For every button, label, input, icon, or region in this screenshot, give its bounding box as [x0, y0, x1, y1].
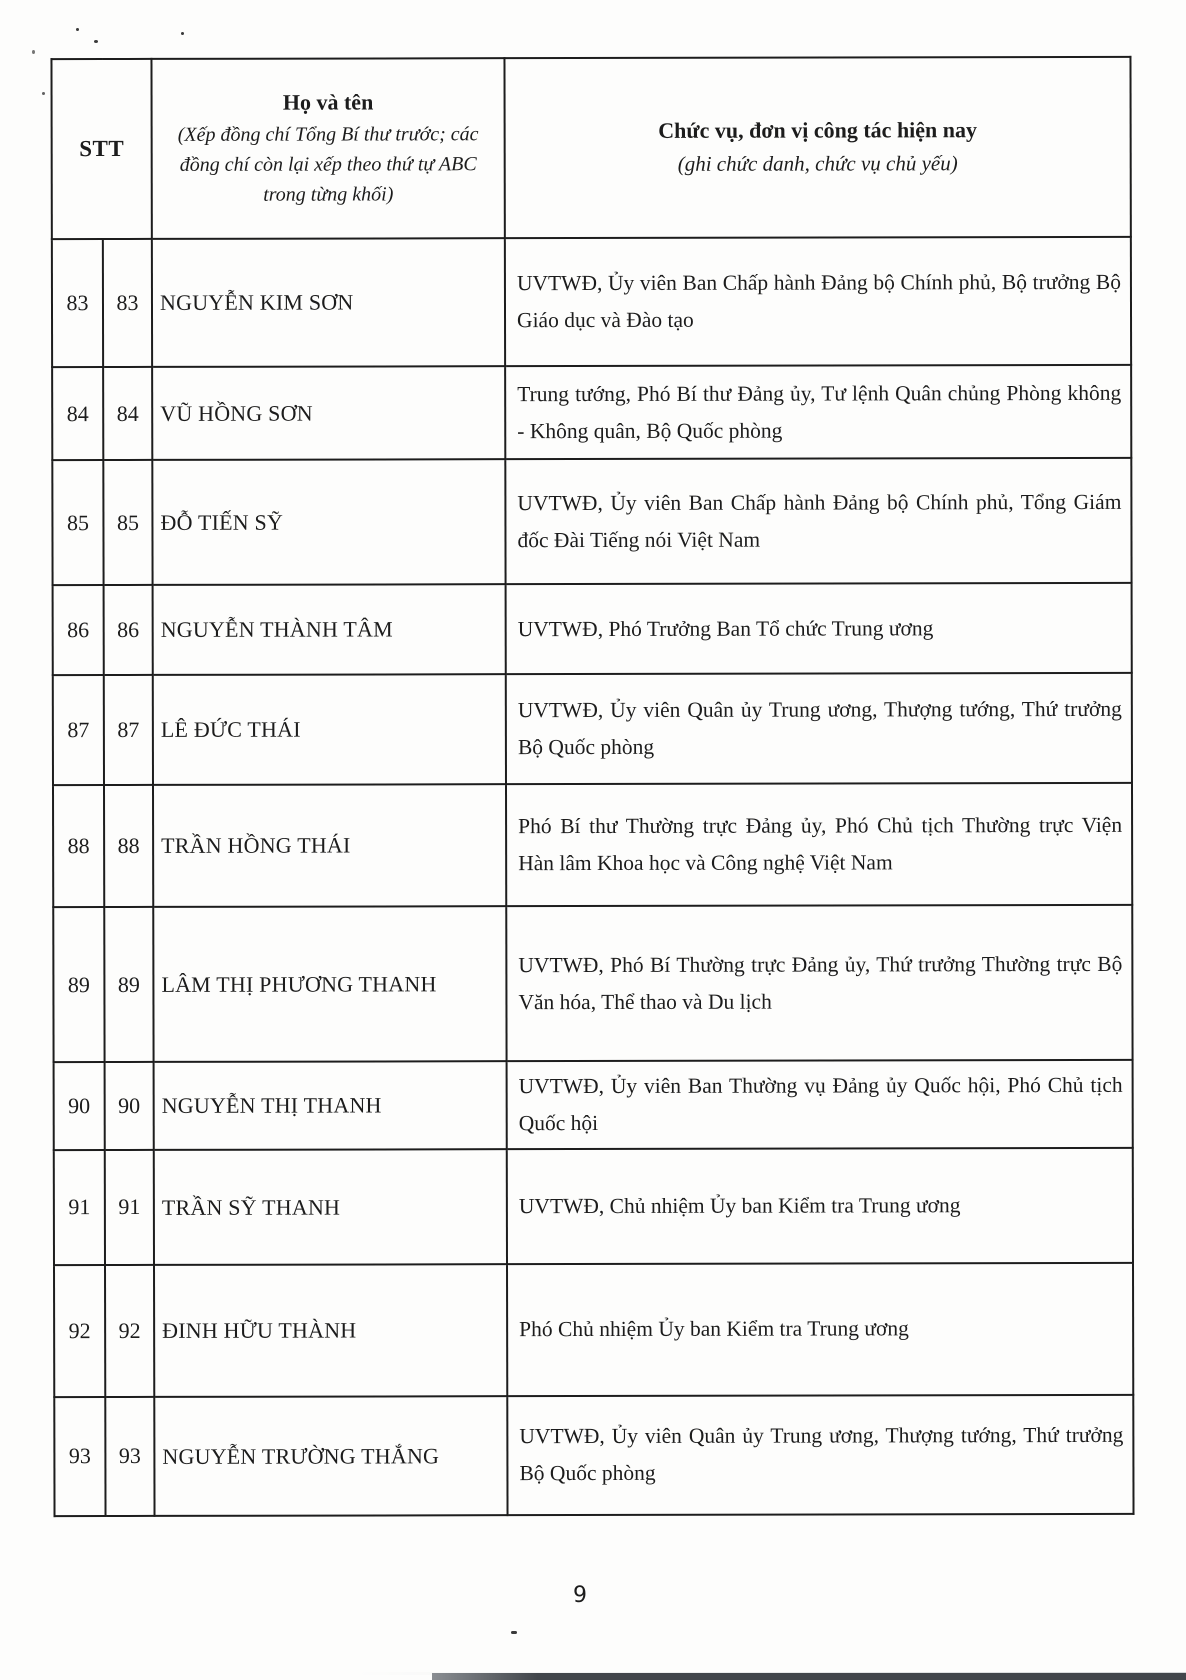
name-cell: NGUYỄN THỊ THANH [154, 1061, 507, 1150]
name-cell: ĐỖ TIẾN SỸ [152, 459, 505, 585]
table-row [53, 783, 1132, 907]
name-cell: NGUYỄN KIM SƠN [152, 238, 505, 367]
table-body [52, 237, 1134, 1516]
personnel-table [50, 56, 1134, 1517]
stt-header-label: STT [79, 135, 125, 162]
position-header-cell [504, 57, 1130, 238]
stt2-cell: 84 [103, 367, 152, 460]
stt2-cell: 92 [105, 1265, 154, 1397]
position-cell: UVTWĐ, Ủy viên Ban Chấp hành Đảng bộ Chính phủ, Tổng Giám đốc Đài Tiếng nói Việt Nam [505, 458, 1131, 584]
stt2-cell: 87 [104, 675, 153, 785]
stt-cell: 90 [54, 1062, 105, 1150]
scan-speck [511, 1631, 517, 1634]
stt-header-cell [51, 59, 151, 239]
scan-speck [94, 40, 98, 43]
stt-cell: 84 [52, 367, 103, 460]
scan-speck [76, 28, 79, 31]
table-row [54, 1395, 1133, 1516]
name-cell: TRẦN HỒNG THÁI [153, 784, 506, 907]
stt2-cell: 85 [103, 460, 152, 585]
stt2-cell: 88 [104, 785, 153, 907]
name-cell: LÊ ĐỨC THÁI [153, 674, 506, 785]
stt-cell: 91 [54, 1150, 105, 1265]
position-cell: Trung tướng, Phó Bí thư Đảng ủy, Tư lệnh Quân chủng Phòng không - Không quân, Bộ Quốc phòng [505, 365, 1131, 459]
name-cell: NGUYỄN TRƯỜNG THẮNG [154, 1396, 507, 1516]
position-cell: UVTWĐ, Ủy viên Quân ủy Trung ương, Thượng tướng, Thứ trưởng Bộ Quốc phòng [506, 673, 1132, 784]
stt2-cell: 83 [103, 239, 152, 367]
table-row [54, 1060, 1133, 1150]
name-cell: TRẦN SỸ THANH [154, 1149, 507, 1265]
table-row [53, 905, 1132, 1062]
header-row [51, 57, 1130, 239]
table-row [52, 458, 1131, 585]
scan-speck [42, 92, 45, 95]
table-row [54, 1263, 1133, 1397]
table-row [52, 365, 1131, 460]
position-cell: UVTWĐ, Ủy viên Ban Thường vụ Đảng ủy Quốc hội, Phó Chủ tịch Quốc hội [507, 1060, 1133, 1149]
position-cell: UVTWĐ, Ủy viên Quân ủy Trung ương, Thượng tướng, Thứ trưởng Bộ Quốc phòng [507, 1395, 1133, 1515]
position-cell: Phó Bí thư Thường trực Đảng ủy, Phó Chủ tịch Thường trực Viện Hàn lâm Khoa học và Công nghệ Việt Nam [506, 783, 1132, 906]
stt-cell: 86 [53, 585, 104, 675]
position-header-title: Chức vụ, đơn vị công tác hiện nay [658, 117, 978, 143]
position-cell: UVTWĐ, Chủ nhiệm Ủy ban Kiểm tra Trung ương [507, 1148, 1133, 1264]
name-cell: ĐINH HỮU THÀNH [154, 1264, 507, 1397]
stt-cell: 85 [52, 460, 103, 585]
scan-speck [32, 50, 35, 54]
name-cell: NGUYỄN THÀNH TÂM [153, 584, 506, 675]
stt2-cell: 86 [104, 585, 153, 675]
stt-cell: 88 [53, 785, 104, 907]
table-row [53, 583, 1132, 675]
name-cell: LÂM THỊ PHƯƠNG THANH [153, 906, 506, 1062]
stt2-cell: 89 [104, 907, 153, 1062]
stt-cell: 92 [54, 1265, 105, 1397]
position-cell: Phó Chủ nhiệm Ủy ban Kiểm tra Trung ương [507, 1263, 1133, 1396]
table-header [51, 57, 1130, 239]
scan-edge-strip [432, 1673, 1186, 1680]
table-row [54, 1148, 1133, 1265]
position-cell: UVTWĐ, Phó Trưởng Ban Tổ chức Trung ương [506, 583, 1132, 674]
stt-cell: 83 [52, 239, 103, 367]
name-header-subtitle: (Xếp đồng chí Tổng Bí thư trước; các đồng chí còn lại xếp theo thứ tự ABC trong từng khối) [177, 123, 479, 207]
table-row [53, 673, 1132, 785]
table-row [52, 237, 1131, 367]
stt2-cell: 90 [105, 1062, 154, 1150]
position-cell: UVTWĐ, Ủy viên Ban Chấp hành Đảng bộ Chính phủ, Bộ trưởng Bộ Giáo dục và Đào tạo [505, 237, 1131, 366]
position-header-subtitle: (ghi chức danh, chức vụ chủ yếu) [677, 150, 958, 176]
name-header-cell [151, 58, 504, 239]
position-cell: UVTWĐ, Phó Bí Thường trực Đảng ủy, Thứ trưởng Thường trực Bộ Văn hóa, Thể thao và Du lịch [506, 905, 1132, 1061]
stt2-cell: 91 [105, 1150, 154, 1265]
name-header-title: Họ và tên [282, 89, 374, 115]
stt2-cell: 93 [105, 1397, 154, 1516]
stt-cell: 93 [54, 1397, 105, 1516]
stt-cell: 87 [53, 675, 104, 785]
page-number: 9 [573, 1583, 587, 1608]
stt-cell: 89 [53, 907, 104, 1062]
name-cell: VŨ HỒNG SƠN [152, 366, 505, 460]
scan-speck [181, 32, 184, 35]
